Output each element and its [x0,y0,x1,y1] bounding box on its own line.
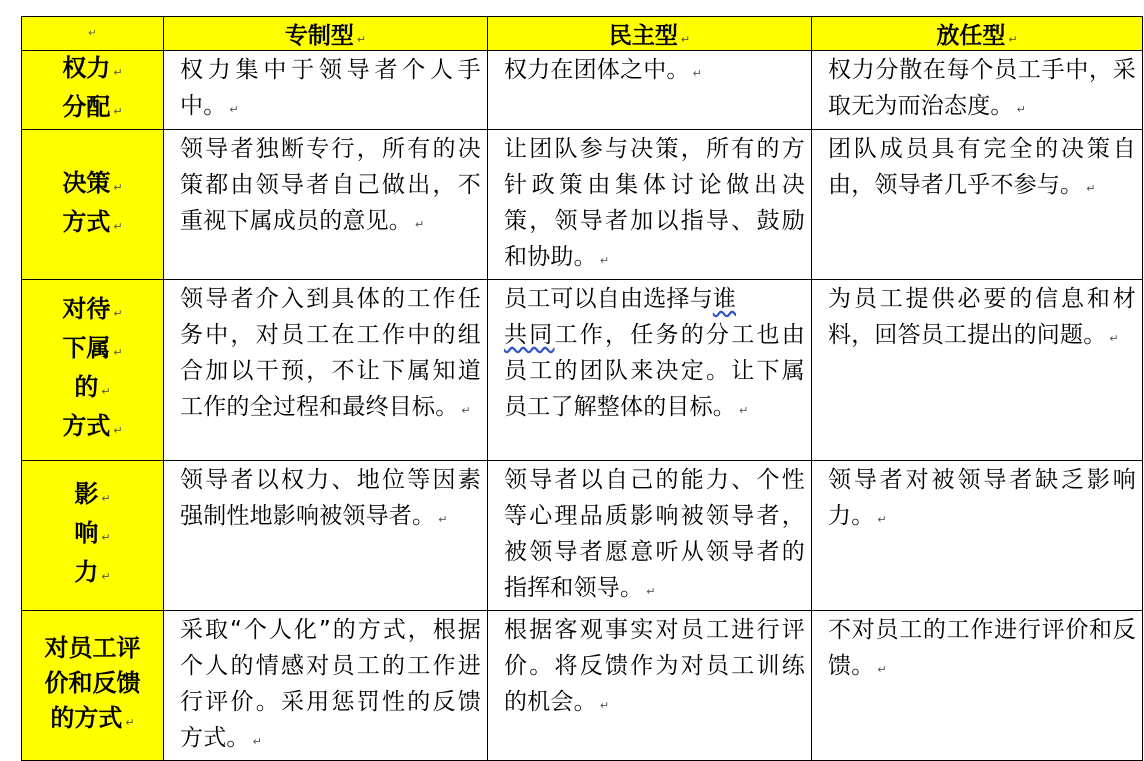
header-label: 民主型 [608,23,678,49]
row-label-line: 下属 ↵ [62,334,123,362]
table-row [22,461,1143,611]
table-cell: 领导者独断专行，所有的决策都由领导者自己做出，不重视下属成员的意见。 ↵ [164,130,488,280]
header-row [22,17,1143,51]
spellcheck-underline: 谁 [712,286,737,312]
table-cell: 领导者以权力、地位等因素强制性地影响被领导者。 ↵ [164,461,488,611]
paragraph-mark: ↵ [1008,33,1018,46]
table-cell: 领导者对被领导者缺乏影响力。 ↵ [812,461,1143,611]
table-row [22,280,1143,461]
table-cell: 根据客观事实对员工进行评价。将反馈作为对员工训练的机会。 ↵ [488,611,812,761]
table-row [22,51,1143,130]
row-label-line: 分配 ↵ [62,93,123,121]
header-democratic [488,17,812,51]
table-cell: 为员工提供必要的信息和材料，回答员工提出的问题。 ↵ [812,280,1143,461]
row-label-line: 影 ↵ [74,480,111,508]
leadership-styles-table [21,16,1143,761]
table-cell: 不对员工的工作进行评价和反馈。 ↵ [812,611,1143,761]
paragraph-mark: ↵ [680,33,691,46]
row-label-evaluation-feedback [22,611,164,761]
row-label-line: 力 ↵ [74,558,111,586]
corner-cell [22,17,164,51]
row-label-line: 权力 ↵ [62,54,123,82]
table-row [22,130,1143,280]
paragraph-mark: ↵ [88,28,97,39]
row-label-line: 决策 ↵ [62,168,123,197]
table-cell: 员工可以自由选择与谁 共同工作，任务的分工也由员工的团队来决定。让下属员工了解整体的目标。 ↵ [488,280,812,461]
row-label-influence [22,461,164,611]
header-label: 放任型 [936,23,1006,49]
table-cell: 团队成员具有完全的决策自由，领导者几乎不参与。 ↵ [812,130,1143,280]
row-label-decision-making [22,130,164,280]
spellcheck-underline: 共同 [504,322,555,348]
header-laissez-faire [812,17,1143,51]
table-cell: 让团队参与决策，所有的方针政策由集体讨论做出决策，领导者加以指导、鼓励和协助。 ↵ [488,130,812,280]
row-label-treatment-of-subordinates [22,280,164,461]
row-label-line: 响 ↵ [74,519,111,547]
table-cell: 采取“个人化”的方式，根据个人的情感对员工的工作进行评价。采用惩罚性的反馈方式。 ↵ [164,611,488,761]
row-label-line: 对员工评 [44,634,141,662]
paragraph-mark: ↵ [356,33,367,46]
header-label: 专制型 [284,23,354,49]
table-cell: 领导者介入到具体的工作任务中，对员工在工作中的组合加以干预，不让下属知道工作的全过程和最终目标。 ↵ [164,280,488,461]
table-cell: 权力在团体之中。 ↵ [488,51,812,130]
header-autocratic [164,17,488,51]
row-label-power-distribution [22,51,164,130]
row-label-line: 价和反馈 [44,669,141,697]
table-cell: 权力集中于领导者个人手中。 ↵ [164,51,488,130]
row-label-line: 的 ↵ [74,373,111,401]
row-label-line: 方式 ↵ [62,412,123,440]
table-row [22,611,1143,761]
table-cell: 领导者以自己的能力、个性等心理品质影响被领导者，被领导者愿意听从领导者的指挥和领导。 ↵ [488,461,812,611]
row-label-line: 方式 ↵ [62,207,123,236]
table-cell: 权力分散在每个员工手中，采取无为而治态度。 ↵ [812,51,1143,130]
row-label-line: 对待 ↵ [62,295,123,323]
row-label-line: 的方式 ↵ [50,704,135,732]
